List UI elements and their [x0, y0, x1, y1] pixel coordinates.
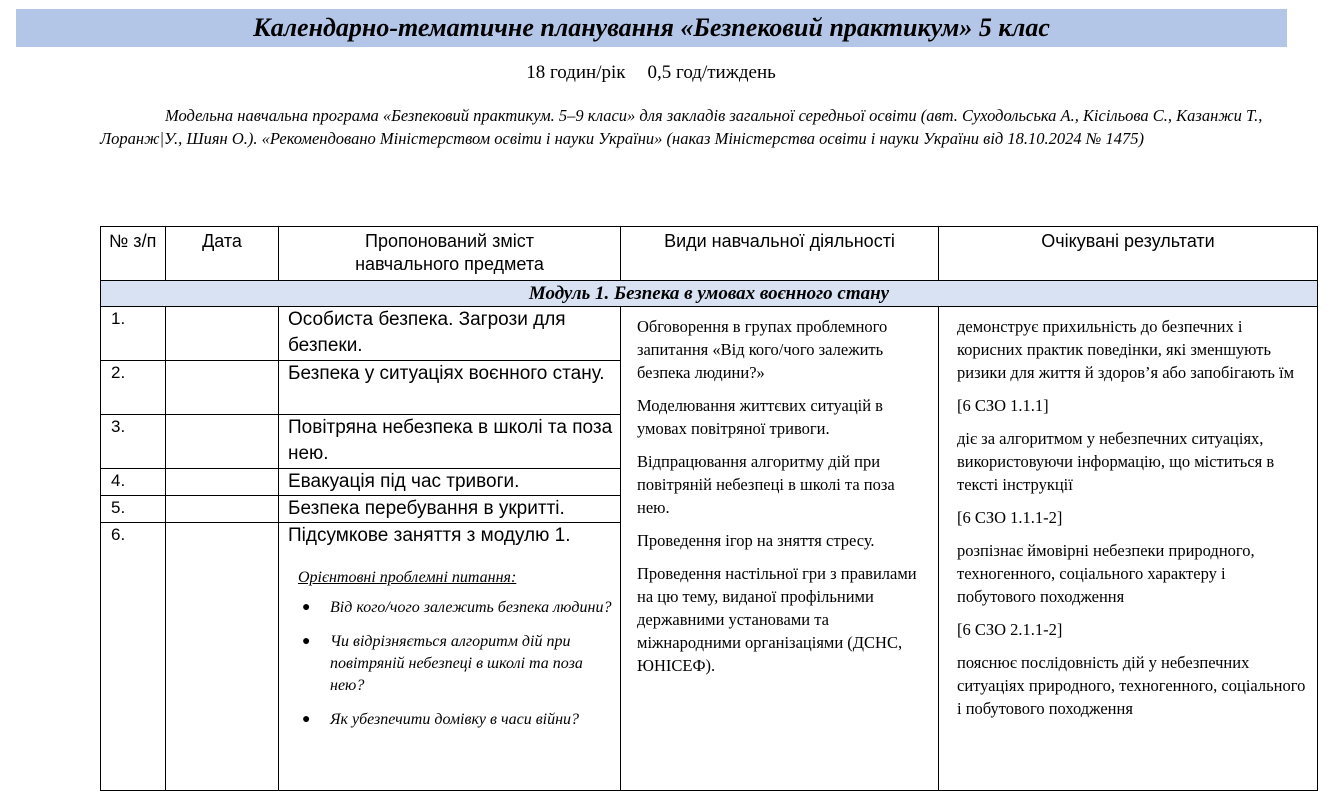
row-num: 6. [101, 523, 166, 791]
module-title: Модуль 1. Безпека в умовах воєнного стану [101, 281, 1318, 307]
activity-item: Моделювання життєвих ситуацій в умовах повітряної тривоги. [637, 396, 883, 438]
row-topic-final [279, 523, 621, 791]
result-code: [6 СЗО 2.1.1-2] [957, 620, 1063, 639]
row-num: 1. [101, 307, 166, 361]
hours-per-year: 18 годин/рік [526, 62, 626, 83]
activity-item: Проведення ігор на зняття стресу. [637, 531, 875, 550]
row-date [166, 307, 279, 361]
header-content: Пропонований зміст навчального предмета [279, 227, 621, 281]
row-topic: Особиста безпека. Загрози для безпеки. [279, 307, 621, 361]
header-results: Очікувані результати [939, 227, 1318, 281]
row-topic: Безпека перебування в укритті. [279, 496, 621, 523]
question-text: Як убезпечити домівку в часи війни? [330, 711, 580, 728]
row-date [166, 496, 279, 523]
question-item [298, 631, 620, 697]
result-code: [6 СЗО 1.1.1] [957, 396, 1049, 415]
row-num: 2. [101, 361, 166, 415]
result-code: [6 СЗО 1.1.1-2] [957, 508, 1063, 527]
program-note: Модельна навчальна програма «Безпековий практикум. 5–9 класи» для закладів загальної середньої освіти (авт. Суходольська А., Кісільова С., Казанжи Т., Лоранж|У., Шиян О.). «Рекомендовано Міністерством освіти і науки України» (наказ Міністерства освіти і науки України від 18.10.2024 № 1475) [100, 106, 1263, 148]
row-num: 3. [101, 415, 166, 469]
bullet-icon: ● [302, 600, 311, 615]
row-num: 4. [101, 469, 166, 496]
result-item: пояснює послідовність дій у небезпечних ситуаціях природного, техногенного, соціального і побутового походження [957, 653, 1306, 718]
row-date [166, 415, 279, 469]
row-topic: Безпека у ситуаціях воєнного стану. [279, 361, 621, 415]
row-date [166, 469, 279, 496]
header-num: № з/п [101, 227, 166, 281]
question-item [298, 709, 620, 731]
bullet-icon: ● [302, 634, 311, 649]
activity-item: Проведення настільної гри з правилами на цю тему, виданої профільними державними установами та міжнародними організаціями (ДСНС, ЮНІСЕФ). [637, 564, 917, 675]
activity-item: Відпрацювання алгоритму дій при повітряній небезпеці в школі та поза нею. [637, 452, 895, 517]
row-date [166, 361, 279, 415]
activity-item: Обговорення в групах проблемного запитання «Від кого/чого залежить безпека людини?» [637, 317, 888, 382]
header-date: Дата [166, 227, 279, 281]
module-row [101, 281, 1318, 307]
page-title: Календарно-тематичне планування «Безпековий практикум» 5 клас [253, 13, 1050, 42]
questions-list [288, 597, 620, 731]
plan-table [100, 226, 1318, 791]
row-topic: Повітряна небезпека в школі та поза нею. [279, 415, 621, 469]
question-text: Від кого/чого залежить безпека людини? [330, 599, 612, 616]
title-banner [16, 9, 1287, 47]
header-activities: Види навчальної діяльності [621, 227, 939, 281]
question-item [298, 597, 620, 619]
table-row [101, 307, 1318, 361]
results-cell [939, 307, 1318, 791]
result-item: демонструє прихильність до безпечних і корисних практик поведінки, які зменшують ризики для життя й здоров’я або запобігають їм [957, 317, 1295, 382]
row-num: 5. [101, 496, 166, 523]
activities-cell [621, 307, 939, 791]
row-topic: Евакуація під час тривоги. [279, 469, 621, 496]
bullet-icon: ● [302, 712, 311, 727]
header-row [101, 227, 1318, 281]
final-topic-text: Підсумкове заняття з модулю 1. [288, 525, 571, 546]
hours-line [0, 62, 1302, 84]
result-item: діє за алгоритмом у небезпечних ситуаціях, використовуючи інформацію, що міститься в тексті інструкції [957, 429, 1275, 494]
row-date [166, 523, 279, 791]
questions-heading: Орієнтовні проблемні питання: [298, 569, 517, 586]
hours-per-week: 0,5 год/тиждень [647, 62, 776, 83]
question-text: Чи відрізняється алгоритм дій при повітряній небезпеці в школі та поза нею? [330, 633, 583, 694]
result-item: розпізнає ймовірні небезпеки природного, техногенного, соціального характеру і побутового походження [957, 541, 1255, 606]
